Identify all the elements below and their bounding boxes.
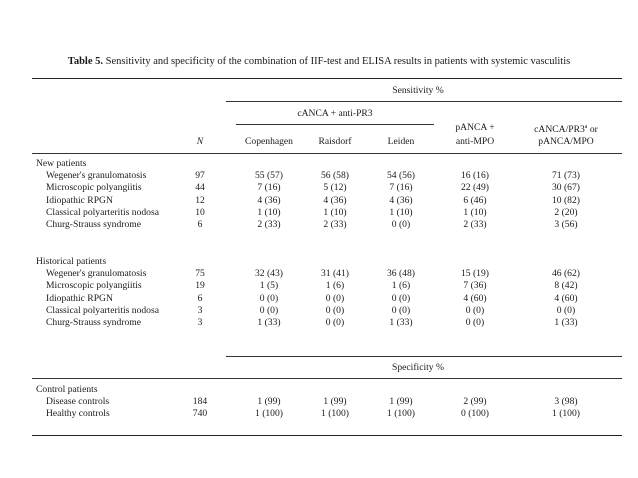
cell-cop: 32 (43) — [255, 268, 283, 280]
cell-n: 6 — [197, 219, 203, 230]
cell-rai: 0 (0) — [325, 292, 345, 304]
cell-lei: 36 (48) — [387, 268, 415, 280]
cell-lei: 1 (100) — [387, 408, 415, 420]
cell-cop: 1 (10) — [257, 206, 281, 218]
combo-header-superscript: a — [584, 124, 588, 130]
combo-header-text: cANCA/PR3 — [534, 124, 585, 136]
cell-rai: 1 (100) — [321, 408, 349, 420]
cell-n: 740 — [192, 408, 208, 420]
cell-cop: 1 (99) — [257, 396, 281, 408]
cell-cop: 7 (16) — [257, 182, 281, 194]
cell-com: 1 (33) — [554, 317, 578, 328]
row-label: Wegener's granulomatosis — [46, 268, 147, 280]
panca-header-line2: anti-MPO — [455, 136, 495, 147]
cell-rai: 1 (10) — [323, 206, 347, 218]
row-label: Microscopic polyangiitis — [46, 182, 142, 194]
cell-rai: 1 (6) — [325, 280, 345, 292]
cell-pan: 0 (0) — [465, 304, 485, 316]
cell-rai: 5 (12) — [323, 182, 347, 194]
cell-cop: 2 (33) — [257, 219, 281, 230]
leiden-header: Leiden — [387, 136, 415, 147]
cell-pan: 0 (0) — [465, 317, 485, 328]
row-label: Churg-Strauss syndrome — [46, 317, 141, 328]
combo-header-line2: pANCA/MPO — [538, 136, 594, 147]
cell-n: 12 — [195, 194, 205, 206]
cell-n: 3 — [197, 304, 203, 316]
cell-rai: 0 (0) — [325, 317, 345, 328]
row-label: Idiopathic RPGN — [46, 194, 113, 206]
cell-cop: 55 (57) — [255, 170, 283, 182]
cell-com: 1 (100) — [552, 408, 580, 420]
cell-n: 184 — [192, 396, 208, 408]
cell-com: 10 (82) — [552, 194, 580, 206]
cell-n: 19 — [195, 280, 205, 292]
row-label: Classical polyarteritis nodosa — [46, 304, 159, 316]
combo-header-line1 — [516, 122, 616, 135]
specificity-top-rule — [226, 356, 622, 357]
cell-n: 3 — [197, 317, 203, 328]
cell-pan: 0 (100) — [461, 408, 489, 420]
combo-header-or: or — [587, 124, 598, 136]
cell-n: 44 — [195, 182, 205, 194]
cell-com: 46 (62) — [552, 268, 580, 280]
section-title: Control patients — [36, 384, 98, 395]
cell-lei: 0 (0) — [391, 292, 411, 304]
n-header: N — [196, 136, 204, 147]
canca-group-header: cANCA + anti-PR3 — [297, 108, 373, 119]
row-label: Disease controls — [46, 396, 110, 408]
specificity-header: Specificity % — [392, 362, 444, 373]
row-label: Classical polyarteritis nodosa — [46, 206, 159, 218]
copenhagen-header: Copenhagen — [245, 136, 293, 147]
cell-pan: 1 (10) — [463, 206, 487, 218]
cell-rai: 56 (58) — [321, 170, 349, 182]
cell-lei: 1 (99) — [389, 396, 413, 408]
cell-cop: 4 (36) — [257, 194, 281, 206]
section-title: New patients — [36, 158, 87, 169]
cell-pan: 2 (99) — [463, 396, 487, 408]
cell-rai: 0 (0) — [325, 304, 345, 316]
cell-n: 75 — [195, 268, 205, 280]
sensitivity-rule — [226, 101, 622, 102]
table-caption — [0, 56, 638, 67]
specificity-bottom-rule — [32, 378, 622, 379]
cell-n: 10 — [195, 206, 205, 218]
cell-pan: 7 (36) — [463, 280, 487, 292]
cell-lei: 1 (33) — [389, 317, 413, 328]
header-bottom-rule — [32, 153, 622, 154]
cell-pan: 22 (49) — [461, 182, 489, 194]
cell-cop: 1 (100) — [255, 408, 283, 420]
cell-pan: 15 (19) — [461, 268, 489, 280]
cell-n: 6 — [197, 292, 203, 304]
cell-com: 30 (67) — [552, 182, 580, 194]
row-label: Idiopathic RPGN — [46, 292, 113, 304]
cell-com: 2 (20) — [554, 206, 578, 218]
cell-cop: 1 (5) — [259, 280, 279, 292]
cell-rai: 4 (36) — [323, 194, 347, 206]
cell-lei: 1 (10) — [389, 206, 413, 218]
table-caption-label: Table 5. — [67, 56, 104, 67]
cell-com: 3 (98) — [554, 396, 578, 408]
cell-cop: 0 (0) — [259, 292, 279, 304]
cell-pan: 6 (46) — [463, 194, 487, 206]
cell-pan: 2 (33) — [463, 219, 487, 230]
cell-lei: 1 (6) — [391, 280, 411, 292]
cell-lei: 0 (0) — [391, 219, 411, 230]
cell-com: 0 (0) — [556, 304, 576, 316]
cell-lei: 0 (0) — [391, 304, 411, 316]
table-caption-text: Sensitivity and specificity of the combination of IIF-test and ELISA results in patients with systemic vasculitis — [105, 56, 571, 67]
bottom-rule — [32, 435, 622, 436]
cell-pan: 4 (60) — [463, 292, 487, 304]
row-label: Microscopic polyangiitis — [46, 280, 142, 292]
cell-cop: 0 (0) — [259, 304, 279, 316]
cell-rai: 31 (41) — [321, 268, 349, 280]
cell-lei: 4 (36) — [389, 194, 413, 206]
cell-com: 71 (73) — [552, 170, 580, 182]
cell-lei: 54 (56) — [387, 170, 415, 182]
cell-rai: 2 (33) — [323, 219, 347, 230]
raisdorf-header: Raisdorf — [318, 136, 352, 147]
cell-n: 97 — [195, 170, 205, 182]
canca-group-rule — [236, 124, 434, 125]
cell-com: 4 (60) — [554, 292, 578, 304]
cell-com: 8 (42) — [554, 280, 578, 292]
row-label: Wegener's granulomatosis — [46, 170, 147, 182]
row-label: Healthy controls — [46, 408, 110, 420]
sensitivity-header: Sensitivity % — [392, 85, 444, 96]
section-title: Historical patients — [36, 256, 107, 267]
cell-lei: 7 (16) — [389, 182, 413, 194]
cell-rai: 1 (99) — [323, 396, 347, 408]
cell-cop: 1 (33) — [257, 317, 281, 328]
row-label: Churg-Strauss syndrome — [46, 219, 141, 230]
panca-header-line1: pANCA + — [455, 122, 495, 133]
cell-com: 3 (56) — [554, 219, 578, 230]
top-rule — [32, 78, 622, 79]
cell-pan: 16 (16) — [461, 170, 489, 182]
